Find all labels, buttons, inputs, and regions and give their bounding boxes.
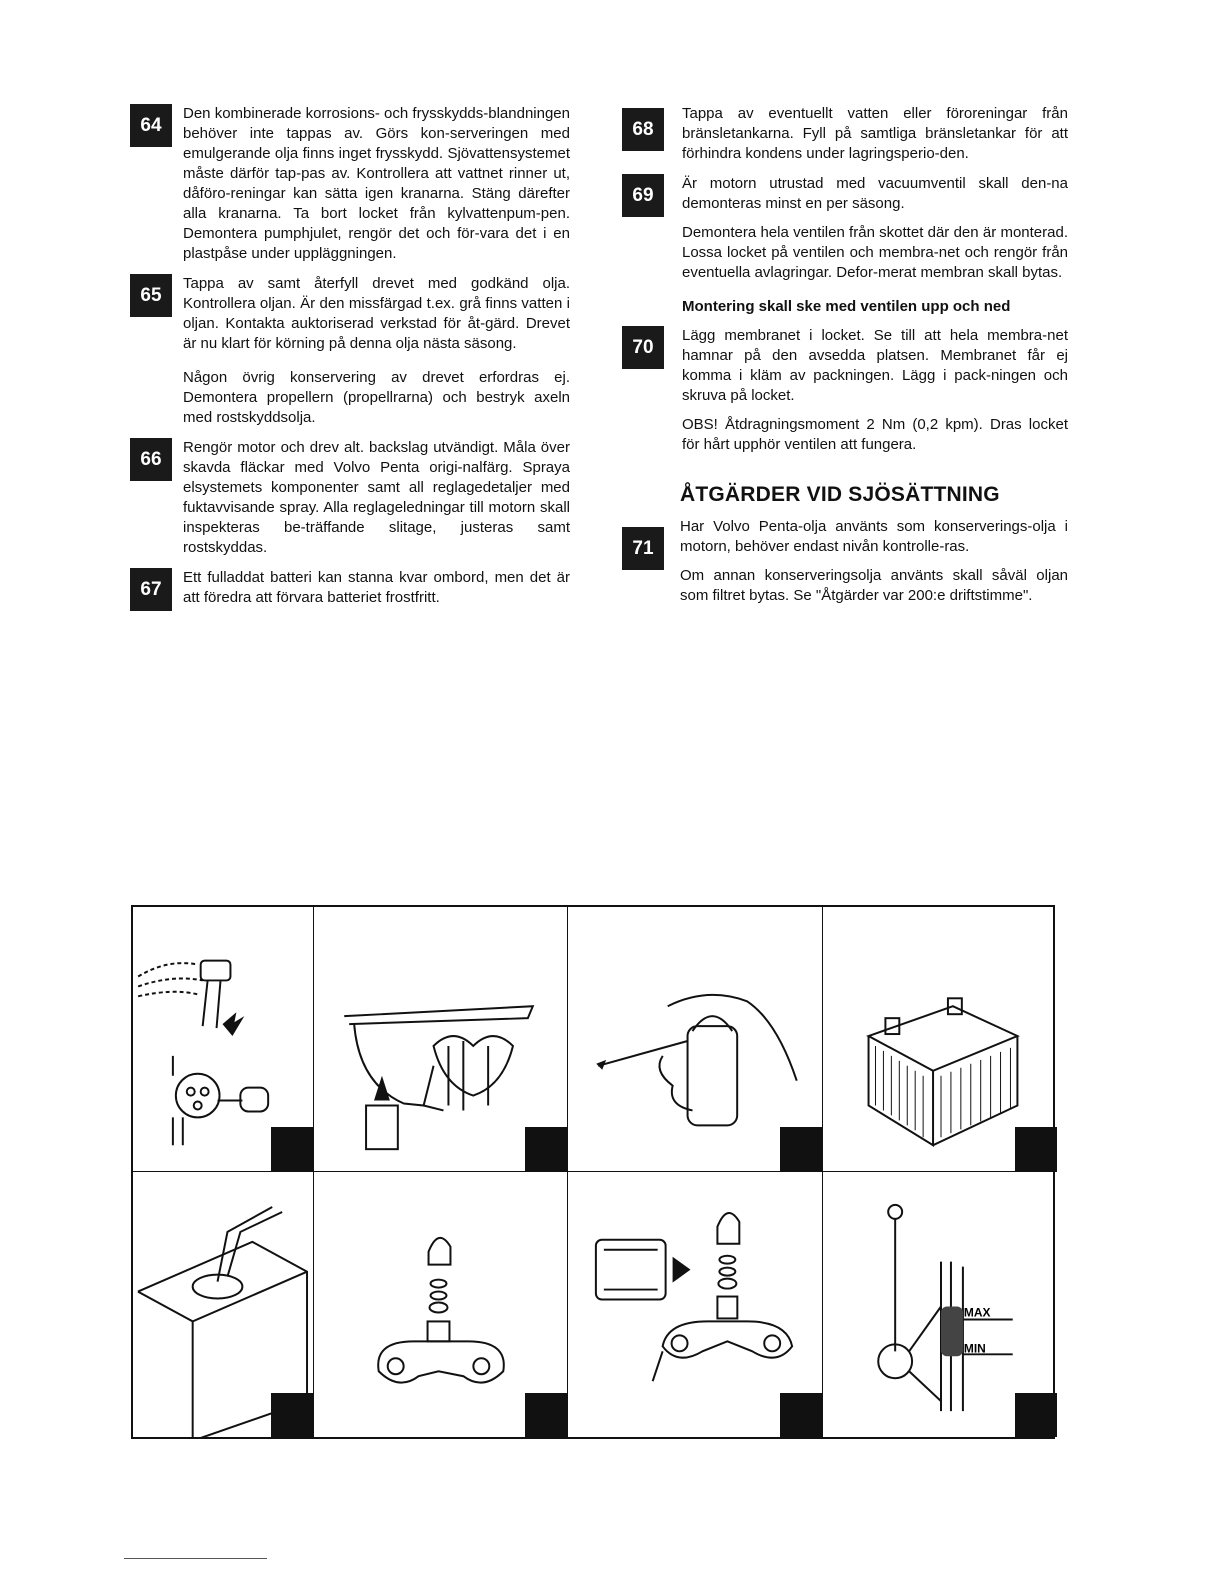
step-text: Rengör motor och drev alt. backslag utvändigt. Måla över skavda fläckar med Volvo Penta origi-nalfärg. Spraya elsystemets komponenter samt all reglagedetaljer med fuktavvisande spray. Alla reglageledningar till motorn skall inspekteras be-träffande slitage, justeras samt rostskyddas. [183,439,570,556]
figure-number-box [525,1393,567,1437]
step-66 [130,438,570,558]
step-text: Är motorn utrustad med vacuumventil skall den-na demonteras minst en per säsong. [682,175,1068,212]
figure-number-box [780,1393,822,1437]
step-70 [622,326,1068,455]
sub-heading: Montering skall ske med ventilen upp och ned [682,298,1011,315]
step-65 [130,274,570,428]
figure-dipstick [823,1172,1057,1437]
step-text: Om annan konserveringsolja använts skall såväl oljan som filtret bytas. Se "Åtgärder var 200:e driftstimme". [680,567,1068,604]
step-number-badge: 70 [622,326,664,369]
section-heading: ÅTGÄRDER VID SJÖSÄTTNING [680,483,1000,506]
step-number-badge: 64 [130,104,172,147]
footer-rule [124,1558,267,1559]
step-text: Tappa av eventuellt vatten eller föroreningar från bränsletankarna. Fyll på samtliga bränsletankar för att förhindra kondens under lagringsperio-den. [682,105,1068,162]
step-text: Den kombinerade korrosions- och frysskydds-blandningen behöver inte tappas av. Görs kon-serveringen med emulgerande olja finns inget frysskydd. Sjövattensystemet måste därför tap-pas av. Kontrollera att vattnet rinner ut, dåföro-reningar kan sätta igen kranarna. Stäng därefter alla kranarna. Ta bort locket från kylvattenpum-pen. Demontera pumphjulet, rengör det och för-vara det i en plastpåse under uppläggningen. [183,105,570,262]
figure-spray-can [568,907,823,1172]
figure-stern-drive [314,907,568,1172]
figure-vacuum-valve-assembly [568,1172,823,1437]
step-text: Ett fulladdat batteri kan stanna kvar ombord, men det är att föredra att förvara batteriet frostfritt. [183,569,570,606]
min-label: MIN [963,1341,986,1356]
figure-number-box [780,1127,822,1171]
step-71 [622,517,1068,606]
step-text: Har Volvo Penta-olja använts som konserverings-olja i motorn, behöver endast nivån kontrolle-ras. [680,518,1068,555]
step-text: Tappa av samt återfyll drevet med godkänd olja. Kontrollera oljan. Är den missfärgad t.ex. grå finns vatten i oljan. Kontakta auktoriserad verkstad för åt-gärd. Drevet är nu klart för körning på denna olja nästa säsong. [183,275,570,352]
step-number-badge: 67 [130,568,172,611]
step-69 [622,174,1068,283]
figure-number-box [1015,1393,1057,1437]
figure-fuel-tank [133,1172,314,1437]
max-label: MAX [963,1305,991,1320]
figure-number-box [1015,1127,1057,1171]
figure-number-box [271,1127,313,1171]
step-number-badge: 68 [622,108,664,151]
step-number-badge: 65 [130,274,172,317]
left-column [130,104,570,618]
figure-cooling-pump [133,907,314,1172]
step-text: Någon övrig konservering av drevet erfordras ej. Demontera propellern (propellrarna) och bestryk axeln med rostskyddsolja. [183,369,570,426]
figure-vacuum-valve-parts [314,1172,568,1437]
figure-battery [823,907,1057,1172]
step-number-badge: 66 [130,438,172,481]
step-64 [130,104,570,264]
figure-number-box [525,1127,567,1171]
step-67 [130,568,570,608]
step-number-badge: 69 [622,174,664,217]
step-number-badge: 71 [622,527,664,570]
step-68 [622,104,1068,164]
step-text: OBS! Åtdragningsmoment 2 Nm (0,2 kpm). Dras locket för hårt upphör ventilen att fungera. [682,416,1068,453]
figure-number-box [271,1393,313,1437]
illustration-grid [131,905,1055,1439]
right-column [622,104,1068,616]
step-text: Demontera hela ventilen från skottet där den är monterad. Lossa locket på ventilen och membra-net och rengör från eventuella avlagringar. Defor-merat membran skall bytas. [682,224,1068,281]
step-text: Lägg membranet i locket. Se till att hela membra-net hamnar på den avsedda platsen. Membranet får ej komma i kläm av packningen. Lägg i pack-ningen och skruva på locket. [682,327,1068,404]
